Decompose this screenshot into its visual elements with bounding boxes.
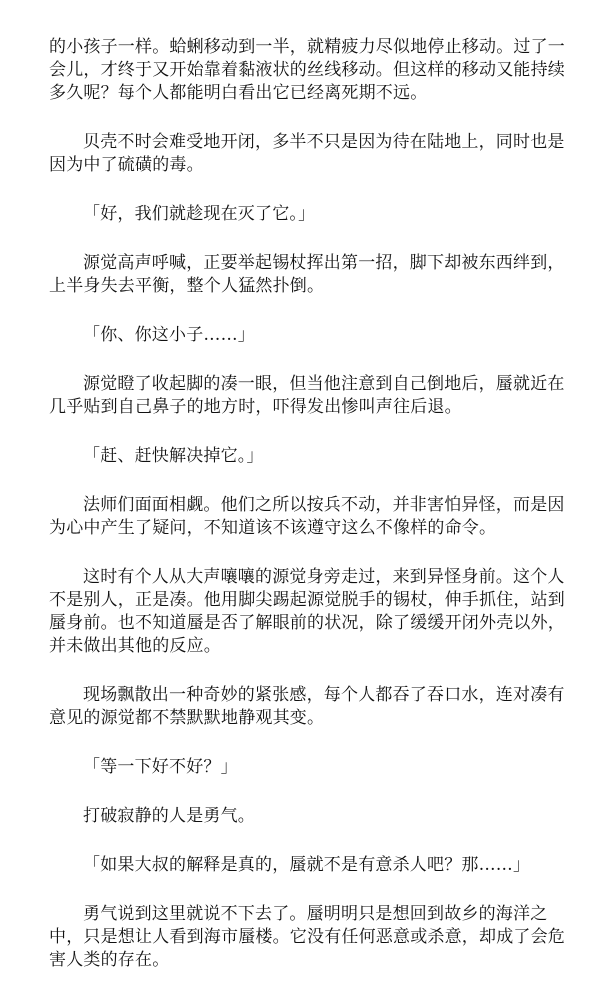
paragraph: 源觉瞪了收起脚的凑一眼，但当他注意到自己倒地后，蜃就近在几乎贴到自己鼻子的地方时，吓得发出惨叫声往后退。 [49, 374, 565, 417]
paragraph: 现场飘散出一种奇妙的紧张感，每个人都吞了吞口水，连对凑有意见的源觉都不禁默默地静观其变。 [49, 685, 565, 728]
paragraph: 这时有个人从大声嚷嚷的源觉身旁走过，来到异怪身前。这个人不是别人，正是凑。他用脚尖踢起源觉脱手的锡杖，伸手抓住，站到蜃身前。也不知道蜃是否了解眼前的状况，除了缓缓开闭外壳以外，并未做出其他的反应。 [49, 567, 565, 656]
paragraph: 勇气说到这里就说不下去了。蜃明明只是想回到故乡的海洋之中，只是想让人看到海市蜃楼。它没有任何恶意或杀意，却成了会危害人类的存在。 [49, 904, 565, 970]
paragraph: 「你、你这小子……」 [83, 325, 255, 345]
paragraph: 源觉高声呼喊，正要举起锡杖挥出第一招，脚下却被东西绊到，上半身失去平衡，整个人猛然扑倒。 [49, 253, 565, 296]
paragraph: 「赶、赶快解决掉它。」 [83, 446, 264, 466]
paragraph: 「等一下好不好？」 [83, 757, 238, 777]
paragraph: 「如果大叔的解释是真的，蜃就不是有意杀人吧？那……」 [83, 855, 531, 875]
document-page [49, 36, 575, 998]
paragraph: 打破寂静的人是勇气。 [83, 806, 255, 826]
paragraph: 「好，我们就趁现在灭了它。」 [83, 204, 316, 224]
paragraph: 法师们面面相觑。他们之所以按兵不动，并非害怕异怪，而是因为心中产生了疑问，不知道该不该遵守这么不像样的命令。 [49, 495, 565, 538]
paragraph: 贝壳不时会难受地开闭，多半不只是因为待在陆地上，同时也是因为中了硫磺的毒。 [49, 132, 565, 175]
paragraph: 的小孩子一样。蛤蜊移动到一半，就精疲力尽似地停止移动。过了一会儿，才终于又开始靠着黏液状的丝线移动。但这样的移动又能持续多久呢？每个人都能明白看出它已经离死期不远。 [49, 37, 565, 103]
